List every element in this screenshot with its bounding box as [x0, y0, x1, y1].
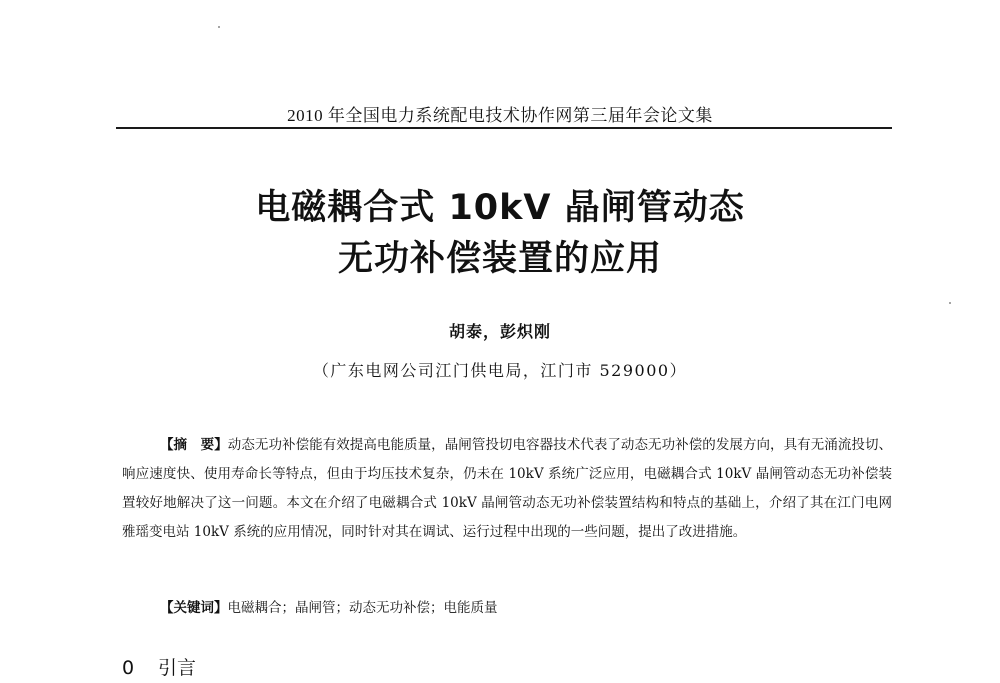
authors: 胡泰，彭炽刚	[448, 322, 551, 341]
affiliation: （广东电网公司江门供电局，江门市 529000）	[312, 361, 688, 380]
section-number: 0	[122, 657, 135, 679]
scan-speck	[218, 26, 220, 28]
header-rule	[116, 127, 892, 129]
abstract	[122, 431, 892, 547]
keywords	[160, 596, 498, 620]
paper-title-line-1: 电磁耦合式 10kV 晶闸管动态	[255, 188, 745, 228]
abstract-text: 动态无功补偿能有效提高电能质量，晶闸管投切电容器技术代表了动态无功补偿的发展方向，具有无涌流投切、响应速度快、使用寿命长等特点，但由于均压技术复杂，仍未在 10kV 系统广泛应用，电磁耦合式 10kV 晶闸管动态无功补偿装置较好地解决了这一问题。本文在介绍了电磁耦合式 10kV 晶闸管动态无功补偿装置结构和特点的基础上，介绍了其在江门电网雅瑶变电站 10kV 系统的应用情况，同时针对其在调试、运行过程中出现的一些问题，提出了改进措施。	[122, 437, 893, 540]
abstract-label: 【摘 要】	[160, 437, 228, 453]
paper-title-line-2: 无功补偿装置的应用	[337, 239, 662, 279]
keywords-label: 【关键词】	[160, 600, 228, 616]
running-header: 2010 年全国电力系统配电技术协作网第三届年会论文集	[287, 106, 713, 125]
keywords-text: 电磁耦合；晶闸管；动态无功补偿；电能质量	[227, 600, 498, 616]
section-heading	[122, 655, 196, 681]
section-title: 引言	[158, 657, 197, 679]
scan-speck	[949, 302, 951, 304]
